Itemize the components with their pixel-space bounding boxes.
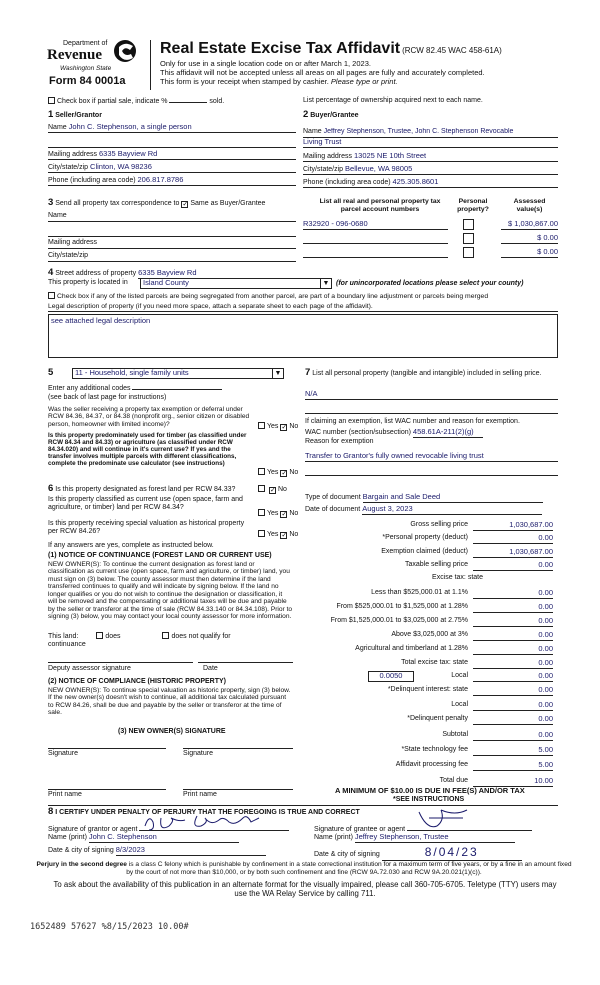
tax-row-value[interactable]: 0.00	[473, 645, 553, 655]
deputy-date-field[interactable]	[198, 651, 293, 663]
buyer-phone-field[interactable]	[303, 178, 558, 188]
tax-row-value[interactable]: 5.00	[473, 761, 553, 771]
corr-address-label: Mailing address	[48, 239, 98, 246]
chevron-down-icon: ▼	[272, 369, 283, 378]
parcel-number-field[interactable]: R32920 - 096-0680	[303, 220, 448, 230]
seller-address-value: 6335 Bayview Rd	[98, 149, 158, 158]
partial-sale-checkbox[interactable]	[48, 97, 55, 104]
grantee-name-label: Name (print)	[314, 834, 353, 841]
personal-property-line2[interactable]	[305, 404, 558, 414]
personal-property-value: N/A	[305, 389, 318, 398]
ownership-note: List percentage of ownership acquired next to each name.	[303, 97, 483, 104]
parcel-number-field[interactable]	[303, 248, 448, 258]
grantor-date-row	[48, 846, 266, 856]
grantee-sig-label: Signature of grantee or agent	[314, 826, 406, 833]
grantor-date-value[interactable]: 8/3/2023	[116, 846, 266, 856]
grantee-date-value[interactable]: 8/04/23	[382, 846, 522, 861]
reason-value[interactable]: Transfer to Grantor's fully owned revocable living trust	[305, 452, 558, 462]
buyer-heading: Buyer/Grantee	[310, 112, 359, 119]
timber-yes-checkbox[interactable]	[258, 468, 265, 475]
tax-row-label: Taxable selling price	[404, 561, 468, 568]
tax-row-value[interactable]: 0.00	[473, 561, 553, 571]
seller-address-label: Mailing address	[48, 151, 98, 158]
forest-answer	[258, 485, 287, 494]
doc-type-row	[305, 493, 543, 503]
buyer-city-value: Bellevue, WA 98005	[345, 164, 413, 173]
seller-city-field[interactable]	[48, 163, 296, 173]
legal-label: Legal description of property (if you need more space, attach a separate sheet to each page of the affidavit).	[48, 303, 558, 312]
seller-name-value: John C. Stephenson, a single person	[68, 122, 192, 131]
tax-row-label: From $1,525,000.01 to $3,025,000 at 2.75%	[330, 617, 468, 624]
tax-row	[305, 574, 553, 584]
does-label: does	[105, 633, 121, 640]
tax-row	[305, 589, 553, 599]
tax-row-label: Local	[451, 701, 468, 708]
seller-city-value: Clinton, WA 98236	[90, 162, 152, 171]
chevron-down-icon: ▼	[320, 279, 331, 288]
personal-property-checkbox[interactable]	[463, 233, 474, 244]
legal-description-value: see attached legal description	[51, 316, 151, 325]
grantor-signature-image	[139, 812, 289, 834]
header-note-1: Only for use in a single location code on or after March 1, 2023.	[160, 59, 371, 68]
exemption-yes-checkbox[interactable]	[258, 422, 265, 429]
no-label: No	[289, 531, 299, 538]
state-line: Washington State	[60, 65, 112, 72]
buyer-num: 2	[303, 109, 309, 120]
parcel-row	[303, 248, 558, 259]
tax-row-value[interactable]: 0.00	[473, 715, 553, 725]
timber-answer	[258, 468, 298, 477]
no-label: No	[277, 486, 287, 493]
seller-name-field[interactable]	[48, 123, 296, 133]
personal-property-checkbox[interactable]	[463, 219, 474, 230]
yes-label: Yes	[267, 531, 279, 538]
deputy-label: Deputy assessor signature	[48, 665, 131, 672]
historic-answer	[258, 530, 298, 539]
buyer-name-label: Name	[303, 128, 322, 135]
tax-row	[305, 659, 553, 669]
grantor-sig-label: Signature of grantor or agent	[48, 826, 138, 833]
tax-row-label: Above $3,025,000 at 3%	[391, 631, 468, 638]
new-owner-print-1[interactable]	[48, 778, 166, 790]
tax-row	[305, 715, 553, 725]
compliance-block	[48, 687, 298, 767]
buyer-section	[303, 110, 558, 195]
tax-row-label: Excise tax: state	[432, 574, 483, 581]
personal-col-header: Personal property?	[457, 198, 489, 213]
section3-text: Send all property tax correspondence to	[55, 200, 180, 207]
print-name-label-1: Print name	[48, 791, 82, 798]
buyer-name-line2[interactable]	[303, 138, 558, 148]
forest-land-section	[48, 484, 298, 692]
partial-sale-sold: sold.	[209, 98, 225, 105]
perjury-notice	[34, 861, 574, 876]
land-use-value: 11 - Household, single family units	[75, 368, 189, 377]
note3-text: This form is your receipt when stamped by cashier.	[160, 77, 329, 86]
dept-line: Department of	[63, 40, 108, 47]
tax-row-value[interactable]: 5.00	[473, 746, 553, 756]
title-ref: (RCW 82.45 WAC 458-61A)	[402, 46, 502, 55]
grantee-signature-image	[415, 806, 475, 832]
this-land-label: This land:	[48, 633, 79, 640]
certification-section	[48, 805, 558, 857]
same-as-buyer-label: Same as Buyer/Grantee	[190, 200, 266, 207]
corr-name-label: Name	[48, 212, 67, 219]
land-use-section	[48, 368, 298, 480]
section7-text: List all personal property (tangible and intangible) included in selling price.	[312, 370, 542, 377]
grantor-name-row	[48, 833, 239, 843]
see-instructions: *SEE INSTRUCTIONS	[393, 796, 465, 803]
tax-row-value[interactable]: 0.00	[473, 534, 553, 544]
doc-date-label: Date of document	[305, 506, 361, 513]
tax-row-value[interactable]: 1,030,687.00	[473, 548, 553, 558]
wac-value[interactable]: 458.61A-211(2)(g)	[413, 428, 483, 438]
print-name-label-2: Print name	[183, 791, 217, 798]
yes-label: Yes	[267, 469, 279, 476]
parcel-row	[303, 220, 558, 231]
segregated-checkbox[interactable]	[48, 292, 55, 299]
local-value[interactable]: 0.00	[473, 672, 553, 682]
deputy-signature-field[interactable]	[48, 651, 193, 663]
does-not-label: does not qualify for	[171, 633, 231, 640]
deputy-date-label: Date	[203, 665, 218, 672]
seller-num: 1	[48, 109, 54, 120]
section7-num: 7	[305, 367, 311, 378]
tax-row	[305, 761, 553, 771]
new-owner-print-2[interactable]	[183, 778, 293, 790]
tax-row-label: *State technology fee	[401, 746, 468, 753]
parcel-col-header: List all real and personal property tax parcel account numbers	[319, 198, 441, 213]
local-tax-row	[305, 672, 553, 682]
seller-phone-value: 206.817.8786	[137, 175, 184, 184]
section8-num: 8	[48, 806, 54, 817]
tax-row-label: Agricultural and timberland at 1.28%	[355, 645, 468, 652]
same-as-buyer-checkbox[interactable]	[181, 201, 188, 208]
tax-row-value[interactable]: 0.00	[473, 617, 553, 627]
tax-row-label: Exemption claimed (deduct)	[381, 548, 468, 555]
compliance-body: NEW OWNER(S): To continue special valuation as historic property, sign (3) below. If the new owner(s) doesn't wish to continue, all additional tax calculated pursuant to RCW 84.26, shall be due and payable by the seller or transferor at the time of sale.	[48, 687, 291, 717]
tax-row-label: *Personal property (deduct)	[382, 534, 468, 541]
yes-label: Yes	[267, 510, 279, 517]
tax-row	[305, 534, 553, 544]
current-use-question: Is this property classified as current use (open space, farm and agriculture, or timber) land per RCW 84.34?	[48, 496, 243, 512]
grantor-name-label: Name (print)	[48, 834, 87, 841]
new-owner-signature-2[interactable]	[183, 737, 293, 749]
partial-sale-label: Check box if partial sale, indicate %	[57, 98, 168, 105]
seller-name-line2[interactable]	[48, 138, 296, 148]
revenue-logo	[47, 38, 147, 90]
tax-row-label: Affidavit processing fee	[395, 761, 468, 768]
doc-type-label: Type of document	[305, 494, 361, 501]
wac-label: WAC number (section/subsection)	[305, 429, 411, 436]
local-rate-value[interactable]: 0.0050	[368, 671, 414, 682]
buyer-name-value-2: Living Trust	[303, 137, 342, 146]
answers-note: If any answers are yes, complete as instructed below.	[48, 542, 214, 549]
tax-row	[305, 746, 553, 756]
signature-label-2: Signature	[183, 750, 213, 757]
tax-row-value[interactable]: 0.00	[473, 731, 553, 741]
doc-date-row	[305, 505, 542, 515]
parcel-row	[303, 234, 558, 245]
current-use-answer	[258, 509, 298, 518]
tax-row	[305, 645, 553, 655]
tax-row-label: Gross selling price	[410, 521, 468, 528]
tax-row-label: Total excise tax: state	[401, 659, 468, 666]
tax-row	[305, 731, 553, 741]
grantor-date-label: Date & city of signing	[48, 847, 114, 854]
tax-row	[305, 617, 553, 627]
correspondence-section	[48, 198, 296, 268]
addl-codes-label: Enter any additional codes	[48, 385, 131, 392]
current-use-no-checkbox[interactable]	[280, 511, 287, 518]
page-title	[160, 40, 502, 58]
timber-no-checkbox[interactable]	[280, 470, 287, 477]
title-text: Real Estate Excise Tax Affidavit	[160, 40, 401, 57]
minimum-note: A MINIMUM OF $10.00 IS DUE IN FEE(S) AND/OR TAX	[335, 786, 525, 795]
buyer-address-field[interactable]	[303, 152, 558, 162]
personal-property-section	[305, 368, 558, 480]
street-label: Street address of property	[55, 270, 137, 277]
tax-row	[305, 603, 553, 613]
parcels-table	[303, 198, 558, 266]
buyer-phone-label: Phone (including area code)	[303, 179, 391, 186]
grantor-name-value[interactable]: John C. Stephenson	[89, 833, 239, 843]
corr-address-field[interactable]	[48, 239, 296, 249]
partial-sale-row	[48, 97, 224, 106]
signature-label-1: Signature	[48, 750, 78, 757]
no-label: No	[289, 423, 299, 430]
tax-row-value[interactable]: 0.00	[473, 603, 553, 613]
tax-row-label: Total due	[439, 777, 468, 784]
current-use-yes-checkbox[interactable]	[258, 509, 265, 516]
revenue-emblem-icon	[111, 38, 141, 64]
grantor-signature-row	[48, 820, 298, 834]
personal-property-checkbox[interactable]	[463, 247, 474, 258]
tax-row-value[interactable]: 10.00	[473, 777, 553, 787]
buyer-address-label: Mailing address	[303, 153, 353, 160]
buyer-city-field[interactable]	[303, 165, 558, 175]
section4-num: 4	[48, 267, 54, 278]
qualify-row	[48, 632, 298, 641]
assessed-value-field[interactable]: $ 0.00	[501, 234, 558, 244]
historic-yes-checkbox[interactable]	[258, 530, 265, 537]
continuance-heading: (1) NOTICE OF CONTINUANCE (FOREST LAND OR CURRENT USE)	[48, 552, 272, 559]
seller-name-label: Name	[48, 124, 67, 131]
compliance-heading: (2) NOTICE OF COMPLIANCE (HISTORIC PROPERTY)	[48, 678, 226, 685]
tax-row	[305, 631, 553, 641]
assessed-value-field[interactable]: $ 0.00	[501, 248, 558, 258]
grantee-name-row	[314, 833, 515, 843]
tax-row	[305, 521, 553, 531]
certify-text: I CERTIFY UNDER PENALTY OF PERJURY THAT THE FOREGOING IS TRUE AND CORRECT	[55, 809, 360, 816]
accessibility-note: To ask about the availability of this publication in an alternate format for the visually impaired, please call 360-705-6705. Teletype (TTY) users may use the WA Relay Service by calling 711.	[53, 880, 557, 898]
seller-phone-label: Phone (including area code)	[48, 177, 136, 184]
reason-line2[interactable]	[305, 466, 558, 476]
assessed-value-field[interactable]: $ 1,030,867.00	[501, 220, 558, 230]
tax-row-value[interactable]: 0.00	[473, 631, 553, 641]
section6-num: 6	[48, 483, 54, 494]
forest-no-checkbox[interactable]	[269, 487, 276, 494]
form-number: Form 84 0001a	[49, 75, 126, 87]
continuance-body: NEW OWNER(S): To continue the current designation as forest land or classification as current use (open space, farm and agriculture, or timber) land, you must sign on (3) below. The county assessor must then determine if the land transferred continues to qualify and will indicate by signing below. If the land no longer qualifies or you do not wish to continue the designation or classification, it will be removed and the compensating or additional taxes will be due and payable by the seller or transferor at the time of sale (RCW 84.33.140 or 84.34.108). Prior to signing (3) below, you may contact your local county assessor for more information.	[48, 561, 293, 621]
forest-question: Is this property designated as forest land per RCW 84.33?	[55, 486, 236, 493]
exemption-note: If claiming an exemption, list WAC number and reason for exemption.	[305, 418, 520, 425]
header-note-2: This affidavit will not be accepted unless all areas on all pages are fully and accurately completed.	[160, 68, 485, 77]
tax-calculation	[305, 521, 553, 821]
perjury-bold: Perjury in the second degree	[36, 861, 127, 868]
addl-codes-note: (see back of last page for instructions)	[48, 394, 167, 401]
reason-label: Reason for exemption	[305, 438, 374, 445]
grantor-signature-field[interactable]	[139, 820, 289, 831]
seller-address-field[interactable]	[48, 150, 296, 160]
no-label: No	[289, 510, 299, 517]
located-label: This property is located in	[48, 279, 128, 286]
recording-stamp: 1652489 57627 %8/15/2023 10.00#	[30, 922, 189, 932]
section5-num: 5	[48, 367, 54, 378]
county-value: Island County	[143, 278, 189, 287]
tax-row-value[interactable]: 1,030,687.00	[473, 521, 553, 531]
corr-name-field[interactable]	[48, 212, 296, 222]
exemption-answer	[258, 422, 298, 431]
tax-row-label: Subtotal	[442, 731, 468, 738]
tax-row	[305, 561, 553, 571]
forest-yes-checkbox[interactable]	[258, 485, 265, 492]
tax-row-label: *Delinquent penalty	[407, 715, 468, 722]
new-owner-heading: (3) NEW OWNER(S) SIGNATURE	[118, 728, 226, 735]
county-select[interactable]	[140, 278, 332, 289]
corr-city-field[interactable]	[48, 252, 296, 262]
historic-question: Is this property receiving special valuation as historical property per RCW 84.26?	[48, 520, 245, 536]
personal-property-field[interactable]	[305, 390, 558, 400]
seller-phone-field[interactable]	[48, 176, 296, 186]
historic-no-checkbox[interactable]	[280, 532, 287, 539]
no-label: No	[289, 469, 299, 476]
note3-emphasis: Please type or print.	[330, 77, 398, 86]
corr-city-label: City/state/zip	[48, 252, 89, 259]
tax-row-value[interactable]: 0.00	[473, 701, 553, 711]
buyer-phone-value: 425.305.8601	[392, 177, 439, 186]
svg-text:John C Stephenson: John C Stephenson	[199, 829, 226, 833]
legal-description-field[interactable]	[48, 314, 558, 358]
continuance-label: continuance	[48, 641, 86, 648]
grantee-name-value[interactable]: Jeffrey Stephenson, Trustee	[355, 833, 515, 843]
tax-row-value[interactable]: 0.00	[473, 686, 553, 696]
buyer-city-label: City/state/zip	[303, 166, 344, 173]
addl-codes-field[interactable]	[132, 389, 222, 390]
does-checkbox[interactable]	[96, 632, 103, 639]
grantee-signature-field[interactable]	[407, 820, 532, 831]
yes-label: Yes	[267, 423, 279, 430]
timber-question: Is this property predominately used for timber (as classified under RCW 84.34 and 84.33) or agriculture (as classified under RCW 84.34.020) and will continue in it's current use? If yes and the transfer involves multiple parcels with different classifications, complete the predominate use calculator (see instructions)	[48, 432, 247, 468]
section3-num: 3	[48, 197, 54, 208]
doc-type-value[interactable]: Bargain and Sale Deed	[363, 493, 543, 503]
street-value[interactable]: 6335 Bayview Rd	[138, 269, 218, 279]
segregated-label: Check box if any of the listed parcels are being segregated from another parcel, are part of a boundary line adjustment or parcels being merged	[57, 293, 489, 300]
exemption-question: Was the seller receiving a property tax exemption or deferral under RCW 84.36, 84.37, or 84.38 (nonprofit org., senior citizen or disabled person, homeowner with limited income)?	[48, 406, 250, 428]
seller-heading: Seller/Grantor	[55, 112, 102, 119]
local-label: Local	[451, 672, 468, 679]
tax-row-label: *Delinquent interest: state	[387, 686, 468, 693]
does-not-checkbox[interactable]	[162, 632, 169, 639]
tax-row-label: Less than $525,000.01 at 1.1%	[371, 589, 468, 596]
buyer-name-value: Jeffrey Stephenson, Trustee, John C. Stephenson Revocable	[323, 128, 514, 135]
new-owner-signature-1[interactable]	[48, 737, 166, 749]
header-note-3	[160, 78, 398, 87]
tax-row	[305, 548, 553, 558]
buyer-address-value: 13025 NE 10th Street	[353, 151, 427, 160]
grantee-date-label: Date & city of signing	[314, 851, 380, 858]
seller-city-label: City/state/zip	[48, 164, 89, 171]
parcel-number-field[interactable]	[303, 234, 448, 244]
tax-row	[305, 701, 553, 711]
tax-row-value[interactable]: 0.00	[473, 659, 553, 669]
revenue-wordmark: Revenue	[47, 47, 102, 63]
perjury-text: is a class C felony which is punishable by confinement in a state correctional institution for a maximum term of five years, or by a fine in an amount fixed by the court of not more than $10,000, or by both such confinement and fine (RCW 9A.72.030 and RCW 9A.20.021(1)(c)).	[126, 861, 572, 876]
tax-row-value[interactable]: 0.00	[473, 589, 553, 599]
doc-date-value[interactable]: August 3, 2023	[362, 505, 542, 515]
exemption-no-checkbox[interactable]	[280, 424, 287, 431]
corr-name-line2[interactable]	[48, 227, 296, 237]
grantee-date-row	[314, 846, 522, 861]
tax-row	[305, 686, 553, 696]
seller-section	[48, 110, 296, 190]
county-note: (for unincorporated locations please select your county)	[336, 280, 524, 287]
land-use-select[interactable]	[72, 368, 284, 379]
assessed-col-header: Assessed value(s)	[513, 198, 546, 213]
tax-row-label: From $525,000.01 to $1,525,000 at 1.28%	[336, 603, 468, 610]
